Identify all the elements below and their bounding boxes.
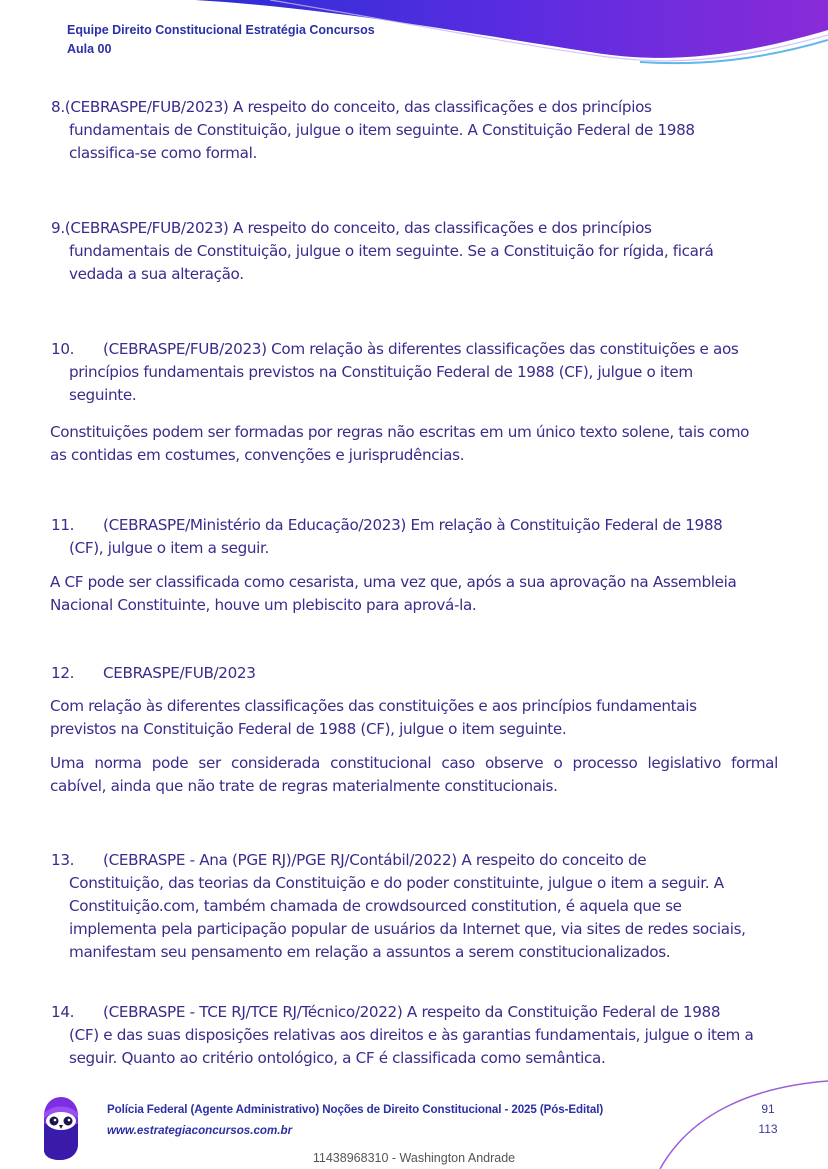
question-12-context [50,695,778,741]
question-11-statement [50,571,778,617]
question-text-line: manifestam seu pensamento em relação a assuntos a serem constitucionalizados. [69,943,671,961]
question-text-line: (CEBRASPE/FUB/2023) Com relação às diferentes classificações das constituições e aos [103,340,739,358]
page-header [67,21,375,59]
question-number: 12. [51,664,75,682]
question-text-line: implementa pela participação popular de usuários da Internet que, via sites de redes sociais, [69,920,746,938]
question-number: 9. [51,219,65,237]
question-text-line: seguinte. [69,386,137,404]
question-text-line: fundamentais de Constituição, julgue o item seguinte. Se a Constituição for rígida, ficará [69,242,714,260]
question-text-line: (CEBRASPE/FUB/2023) A respeito do conceito, das classificações e dos princípios [64,219,652,237]
footer-page-current: 91 [761,1102,775,1116]
question-8 [51,96,781,165]
question-number: 10. [51,340,75,358]
footer-website-link[interactable]: www.estrategiaconcursos.com.br [107,1124,293,1137]
question-text-line: Constituição.com, também chamada de crowdsourced constitution, é aquela que se [69,897,682,915]
question-text-line: (CEBRASPE/Ministério da Educação/2023) Em relação à Constituição Federal de 1988 [103,516,723,534]
footer-watermark: 11438968310 - Washington Andrade [312,1151,516,1165]
question-text-line: princípios fundamentais previstos na Constituição Federal de 1988 (CF), julgue o item [69,363,693,381]
question-9 [51,217,781,286]
header-team-name: Equipe Direito Constitucional Estratégia Concursos [67,23,375,37]
question-14 [51,1001,781,1070]
question-text-line: (CF), julgue o item a seguir. [69,539,270,557]
statement-line: Constituições podem ser formadas por regras não escritas em um único texto solene, tais como [50,423,750,441]
question-10 [51,338,781,407]
question-10-statement [50,421,778,467]
statement-line: Nacional Constituinte, houve um plebiscito para aprová-la. [50,596,477,614]
question-11 [51,514,781,560]
statement-line: as contidas em costumes, convenções e jurisprudências. [50,446,465,464]
question-text-line: classifica-se como formal. [69,144,257,162]
question-number: 11. [51,516,75,534]
question-text-line: vedada a sua alteração. [69,265,244,283]
question-text-line: seguir. Quanto ao critério ontológico, a CF é classificada como semântica. [69,1049,606,1067]
footer-course-title: Polícia Federal (Agente Administrativo) Noções de Direito Constitucional - 2025 (Pós-Edital) [107,1103,604,1116]
question-12 [51,662,781,685]
question-text-line: fundamentais de Constituição, julgue o item seguinte. A Constituição Federal de 1988 [69,121,695,139]
question-number: 14. [51,1003,75,1021]
question-source: CEBRASPE/FUB/2023 [103,664,256,682]
statement-line: Uma norma pode ser considerada constitucional caso observe o processo legislativo formal [50,754,778,772]
question-text-line: (CF) e das suas disposições relativas aos direitos e às garantias fundamentais, julgue o item a [69,1026,754,1044]
question-text-line: (CEBRASPE/FUB/2023) A respeito do conceito, das classificações e dos princípios [64,98,652,116]
question-text-line: (CEBRASPE - Ana (PGE RJ)/PGE RJ/Contábil/2022) A respeito do conceito de [103,851,647,869]
statement-line: A CF pode ser classificada como cesarista, uma vez que, após a sua aprovação na Assembleia [50,573,737,591]
header-lesson: Aula 00 [67,42,112,56]
context-line: Com relação às diferentes classificações das constituições e aos princípios fundamentais [50,697,697,715]
context-line: previstos na Constituição Federal de 1988 (CF), julgue o item seguinte. [50,720,567,738]
question-12-statement [50,752,778,798]
footer-page-total: 113 [758,1122,778,1136]
statement-line: cabível, ainda que não trate de regras materialmente constitucionais. [50,777,558,795]
question-number: 13. [51,851,75,869]
question-number: 8. [51,98,65,116]
question-text-line: Constituição, das teorias da Constituição e do poder constituinte, julgue o item a seguir. A [69,874,724,892]
question-13 [51,849,781,964]
question-text-line: (CEBRASPE - TCE RJ/TCE RJ/Técnico/2022) A respeito da Constituição Federal de 1988 [103,1003,721,1021]
